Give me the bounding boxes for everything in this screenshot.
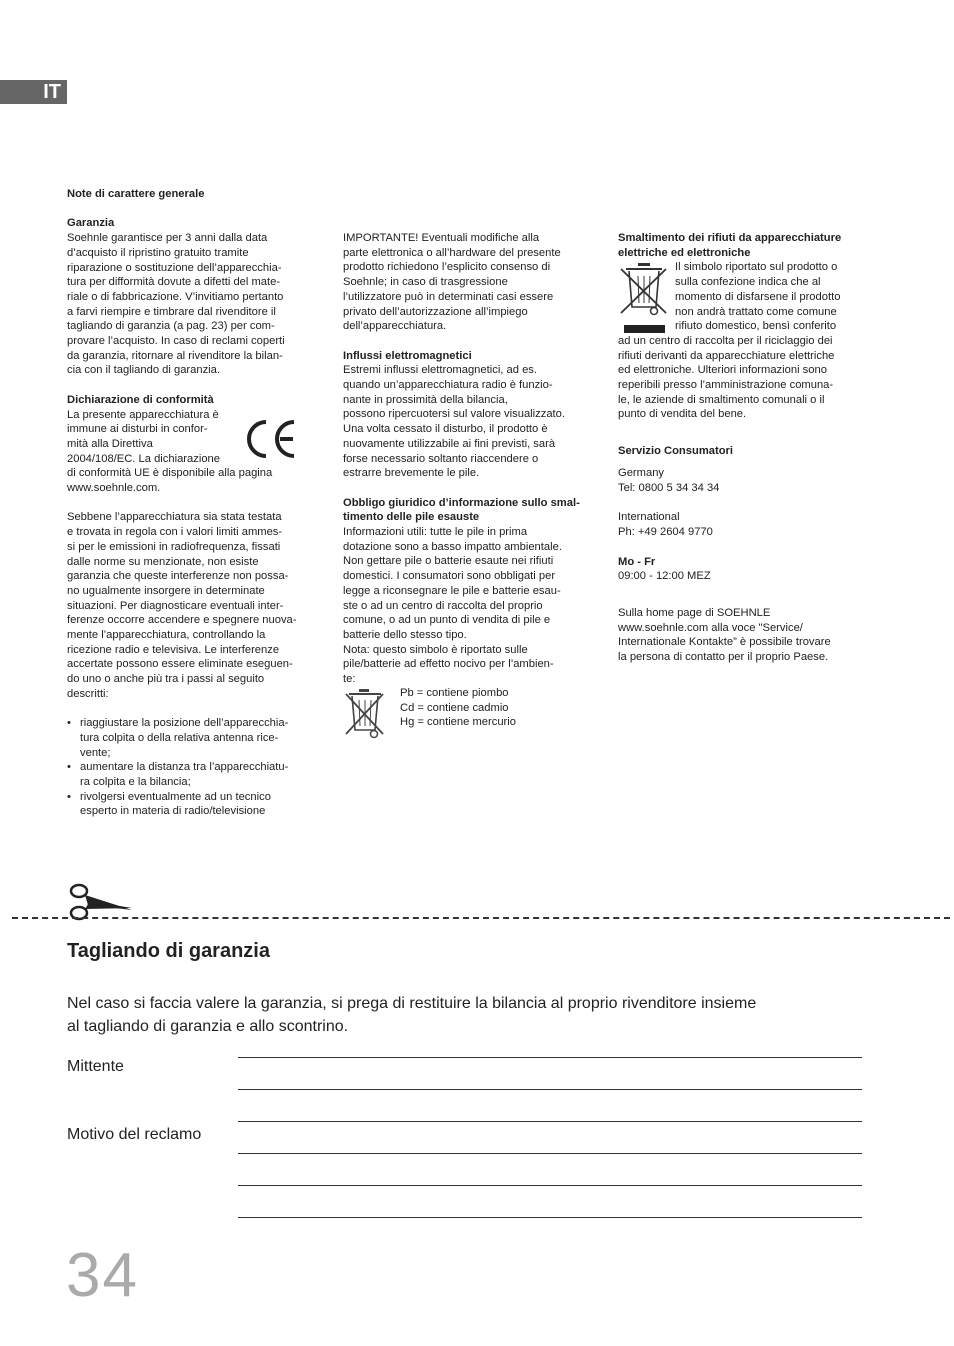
text-line: di conformità UE è disponibile alla pagina [67, 467, 273, 480]
text-line: ferenze occorre accendere e spegnere nuova- [67, 614, 297, 627]
battery-bin-crossed-icon [343, 688, 387, 740]
text-line: non andrà trattato come comune [675, 305, 837, 318]
text-line: mità alla Direttiva [67, 437, 153, 450]
text-line: Nel caso si faccia valere la garanzia, si prega di restituire la bilancia al proprio rivenditore insieme [67, 995, 757, 1012]
remedy-list [67, 716, 313, 819]
ce-mark-icon [244, 418, 298, 460]
column-general-notes [67, 187, 313, 819]
legend-cd: Cd = contiene cadmio [400, 701, 509, 714]
list-item: • rivolgersi eventualmente ad un tecnico esperto in materia di radio/televisione [67, 790, 313, 819]
reason-field-line-3[interactable] [238, 1217, 862, 1218]
text-line: momento di disfarsene il prodotto [675, 290, 841, 303]
text-line: do uno o anche più tra i passi al seguito [67, 673, 265, 686]
text-line: possono ripercuotersi sul valore visualizzato. [343, 408, 565, 421]
text-line: estrarre brevemente le pile. [343, 467, 480, 480]
column-electronics [343, 231, 589, 687]
text-line: privato dell’autorizzazione all’impiego [343, 305, 528, 318]
text-line: rifiuto domestico, bensì conferito [675, 320, 837, 333]
text-line: riale o di fabbricazione. V’invitiamo pertanto [67, 290, 284, 303]
text-line: da garanzia, ritornare al rivenditore la bilan- [67, 349, 283, 362]
page-number: 34 [66, 1241, 139, 1310]
text-line: cia con il tagliando di garanzia. [67, 364, 220, 377]
text-line: Soehnle garantisce per 3 anni dalla data [67, 232, 268, 245]
international-phone: Ph: +49 2604 9770 [618, 525, 713, 538]
text-line: garanzia che queste interferenze non possa- [67, 570, 289, 583]
complaint-reason-label: Motivo del reclamo [67, 1126, 202, 1143]
text-line: d’acquisto il ripristino gratuito tramite [67, 246, 249, 259]
reason-field-line-1[interactable] [238, 1153, 862, 1154]
important-text [343, 231, 589, 334]
text-line: Nota: questo simbolo è riportato sulle [343, 643, 528, 656]
text-line: punto di vendita del bene. [618, 408, 747, 421]
sender-field-line-3[interactable] [238, 1121, 862, 1122]
language-tab [0, 80, 67, 104]
text-line: nante in prossimità della bilancia, [343, 393, 508, 406]
text-line: La presente apparecchiatura è [67, 408, 219, 421]
text-line: riparazione o sostituzione dell’apparecchia- [67, 261, 282, 274]
text-line: dalle norme su menzionate, non esiste [67, 555, 259, 568]
text-line: le, le aziende di smaltimento comunali o il [618, 393, 825, 406]
text-line: ad un centro di raccolta per il riciclaggio dei [618, 334, 833, 347]
electromagnetic-heading: Influssi elettromagnetici [343, 349, 472, 362]
battery-disposal-text [343, 525, 589, 687]
text-line: Internationale Kontakte” è possibile trovare [618, 636, 831, 649]
warranty-coupon-title: Tagliando di garanzia [67, 940, 270, 962]
text-line: quando un’apparecchiatura radio è funzio- [343, 379, 553, 392]
hours-value: 09:00 - 12:00 MEZ [618, 570, 711, 583]
text-line: ste o ad un centro di raccolta del proprio [343, 599, 543, 612]
warranty-coupon-intro [67, 992, 867, 1038]
germany-phone: Tel: 0800 5 34 34 34 [618, 481, 720, 494]
conformity-heading: Dichiarazione di conformità [67, 393, 214, 406]
text-line: prodotto richiedono l’esplicito consenso di [343, 261, 551, 274]
international-label: International [618, 511, 680, 524]
text-line: a farvi riempire e timbrare dal rivenditore il [67, 305, 276, 318]
text-line: batterie dello stesso tipo. [343, 628, 467, 641]
text-line: comune, o ad un punto di vendita di pile e [343, 614, 551, 627]
text-line: Sebbene l’apparecchiatura sia stata testata [67, 511, 282, 524]
text-line: la persona di contatto per il proprio Paese. [618, 651, 829, 664]
list-item: • riaggiustare la posizione dell’apparecchia- tura colpita o della relativa antenna rice- vente; [67, 716, 313, 760]
scissors-icon [68, 882, 134, 922]
text-line: Informazioni utili: tutte le pile in prima [343, 526, 528, 539]
reason-field-line-2[interactable] [238, 1185, 862, 1186]
text-line: mente l’apparecchiatura, controllando la [67, 629, 266, 642]
text-line: immune ai disturbi in confor- [67, 423, 208, 436]
battery-symbols-legend [400, 686, 516, 730]
text-line: si per le emissioni in radiofrequenza, fissati [67, 540, 281, 553]
text-line: situazioni. Per diagnosticare eventuali inter- [67, 599, 284, 612]
sender-label: Mittente [67, 1058, 124, 1075]
text-line: 2004/108/EC. La dichiarazione [67, 452, 221, 465]
warranty-text [67, 231, 313, 378]
customer-service-heading: Servizio Consumatori [618, 445, 734, 458]
weee-heading: Smaltimento dei rifiuti da apparecchiature [618, 232, 842, 244]
text-line: legge a riconsegnare le pile e batterie esau- [343, 584, 561, 597]
sender-field-line-2[interactable] [238, 1089, 862, 1090]
text-line: ricezione radio e televisiva. Le interferenze [67, 643, 280, 656]
list-item: • aumentare la distanza tra l’apparecchiatu- ra colpita e la bilancia; [67, 760, 313, 789]
text-line: www.soehnle.com alla voce "Service/ [618, 621, 803, 634]
text-line: descritti: [67, 687, 109, 700]
general-notes-heading: Note di carattere generale [67, 188, 205, 200]
legend-hg: Hg = contiene mercurio [400, 716, 516, 729]
weee-heading-cont: elettriche ed elettroniche [618, 246, 751, 259]
text-line: Sulla home page di SOEHNLE [618, 607, 771, 620]
text-line: sulla confezione indica che al [675, 276, 821, 289]
electromagnetic-text [343, 363, 589, 481]
legend-pb: Pb = contiene piombo [400, 687, 509, 699]
language-code: IT [43, 81, 61, 103]
text-line: no ugualmente insorgere in determinate [67, 584, 265, 597]
warranty-heading: Garanzia [67, 217, 115, 230]
text-line: ed elettroniche. Ulteriori informazioni sono [618, 364, 827, 377]
text-line: nuovamente utilizzabile ai fini previsti, sarà [343, 437, 556, 450]
text-line: rifiuti derivanti da apparecchiature elettriche [618, 349, 835, 362]
text-line: Una volta cessato il disturbo, il prodotto è [343, 423, 548, 436]
text-line: domestici. I consumatori sono obbligati per [343, 570, 556, 583]
text-line: IMPORTANTE! Eventuali modifiche alla [343, 232, 540, 244]
text-line: dotazione sono a basso impatto ambientale. [343, 540, 562, 553]
text-line: www.soehnle.com. [67, 482, 161, 495]
text-line: te: [343, 673, 356, 686]
battery-disposal-heading: Obbligo giuridico d’informazione sullo smal- [343, 496, 580, 509]
germany-label: Germany [618, 466, 665, 479]
battery-disposal-heading-cont: timento delle pile esauste [343, 511, 480, 524]
text-line: pile/batterie ad effetto nocivo per l’ambien- [343, 658, 554, 671]
text-line: accertate possono essere eliminate eseguen- [67, 658, 293, 671]
text-line: e trovata in regola con i valori limiti ammes- [67, 526, 283, 539]
text-line: l’utilizzatore può in determinati casi essere [343, 290, 554, 303]
text-line: tagliando di garanzia (a pag. 23) per com- [67, 320, 275, 333]
interference-text [67, 510, 313, 701]
cut-line [12, 917, 950, 919]
text-line: Soehnle; in caso di trasgressione [343, 276, 508, 289]
sender-field-line-1[interactable] [238, 1057, 862, 1058]
weee-text [618, 334, 864, 422]
text-line: forse necessario soltanto riaccendere o [343, 452, 539, 465]
text-line: Il simbolo riportato sul prodotto o [675, 261, 838, 274]
hours-heading: Mo - Fr [618, 555, 656, 568]
text-line: Estremi influssi elettromagnetici, ad es. [343, 364, 537, 377]
text-line: provare l’acquisto. In caso di reclami coperti [67, 335, 285, 348]
text-line: Non gettare pile o batterie esaute nei rifiuti [343, 555, 554, 568]
homepage-text [618, 606, 864, 665]
text-line: al tagliando di garanzia e allo scontrino. [67, 1018, 349, 1035]
text-line: parte elettronica o all’hardware del presente [343, 246, 561, 259]
weee-bin-crossed-icon [618, 261, 670, 335]
text-line: tura per difformità dovute a difetti del mate- [67, 276, 281, 289]
text-line: dell’apparecchiatura. [343, 320, 447, 333]
text-line: reperibili presso l’amministrazione comuna- [618, 379, 834, 392]
